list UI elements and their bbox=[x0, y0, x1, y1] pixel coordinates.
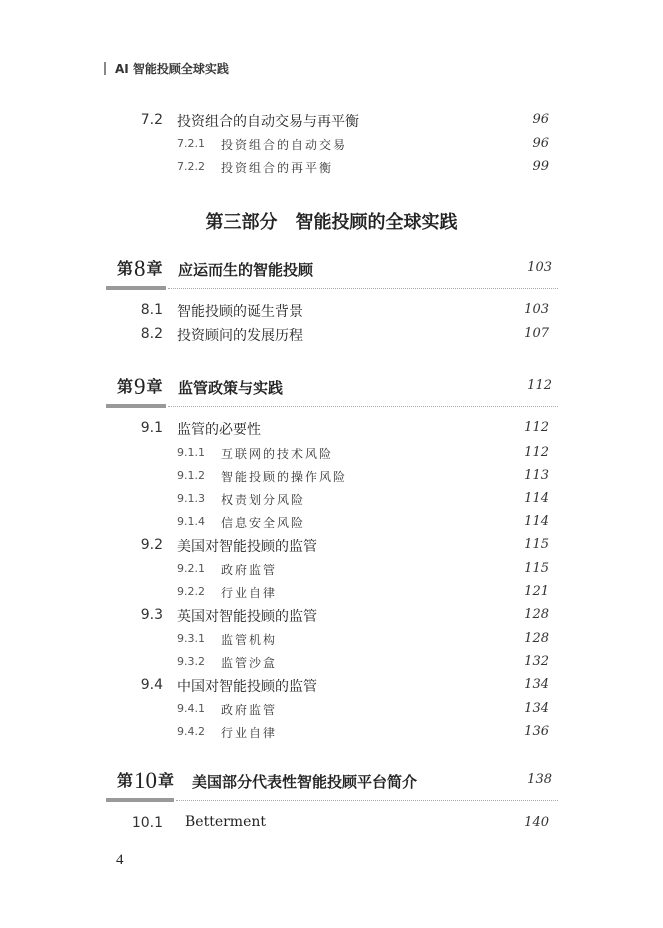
toc-section-row[interactable] bbox=[0, 300, 663, 322]
chapter-label bbox=[117, 374, 163, 400]
toc-subsection-row[interactable] bbox=[0, 134, 663, 156]
toc-subsection-row[interactable] bbox=[0, 466, 663, 488]
section-title: 中国对智能投顾的监管 bbox=[177, 679, 317, 695]
page-ref: 96 bbox=[532, 136, 549, 151]
chapter-heading-9[interactable] bbox=[106, 374, 558, 408]
chapter-heading-8[interactable] bbox=[106, 256, 558, 290]
subsection-title: 行业自律 bbox=[221, 726, 278, 740]
toc-section-row[interactable] bbox=[0, 110, 663, 132]
subsection-title: 政府监管 bbox=[221, 703, 278, 717]
subsection-number: 9.3.2 bbox=[177, 655, 205, 668]
toc-section-row[interactable] bbox=[0, 324, 663, 346]
subsection-number: 9.3.1 bbox=[177, 632, 205, 645]
toc-subsection-row[interactable] bbox=[0, 699, 663, 721]
page-ref: 121 bbox=[524, 584, 549, 599]
subsection-number: 9.1.4 bbox=[177, 515, 205, 528]
subsection-title: 信息安全风险 bbox=[221, 516, 306, 530]
page-ref: 138 bbox=[527, 772, 552, 787]
section-title: 智能投顾的诞生背景 bbox=[177, 304, 303, 320]
toc-subsection-row[interactable] bbox=[0, 559, 663, 581]
chapter-label bbox=[117, 768, 174, 794]
chapter-number: 8 bbox=[134, 256, 146, 281]
section-number: 9.2 bbox=[140, 537, 163, 553]
chapter-dotted-rule bbox=[176, 800, 558, 801]
subsection-title: 监管机构 bbox=[221, 633, 278, 647]
section-number: 9.1 bbox=[140, 420, 163, 436]
running-header bbox=[104, 60, 229, 76]
section-title: 英国对智能投顾的监管 bbox=[177, 609, 317, 625]
subsection-title: 智能投顾的操作风险 bbox=[221, 470, 348, 484]
page-ref: 134 bbox=[524, 701, 549, 716]
chapter-dotted-rule bbox=[168, 288, 558, 289]
toc-section-row[interactable] bbox=[0, 813, 663, 835]
subsection-number: 9.2.1 bbox=[177, 562, 205, 575]
book-title: AI 智能投顾全球实践 bbox=[115, 61, 229, 76]
page-ref: 132 bbox=[524, 654, 549, 669]
page-ref: 134 bbox=[524, 677, 549, 692]
subsection-number: 9.4.2 bbox=[177, 725, 205, 738]
page-ref: 128 bbox=[524, 607, 549, 622]
section-title: 投资顾问的发展历程 bbox=[177, 328, 303, 344]
subsection-title: 权责划分风险 bbox=[221, 493, 306, 507]
page-ref: 128 bbox=[524, 631, 549, 646]
subsection-number: 9.1.3 bbox=[177, 492, 205, 505]
chapter-title: 监管政策与实践 bbox=[178, 379, 284, 397]
chapter-dotted-rule bbox=[168, 406, 558, 407]
section-number: 8.1 bbox=[140, 302, 163, 318]
chapter-suffix: 章 bbox=[146, 377, 163, 396]
page-ref: 112 bbox=[524, 420, 549, 435]
toc-subsection-row[interactable] bbox=[0, 652, 663, 674]
toc-subsection-row[interactable] bbox=[0, 157, 663, 179]
subsection-number: 9.4.1 bbox=[177, 702, 205, 715]
subsection-number: 9.1.1 bbox=[177, 446, 205, 459]
page-ref: 114 bbox=[524, 491, 549, 506]
subsection-title: 行业自律 bbox=[221, 586, 278, 600]
part-title: 第三部分 智能投顾的全球实践 bbox=[205, 212, 458, 233]
chapter-number: 9 bbox=[134, 374, 146, 399]
toc-section-row[interactable] bbox=[0, 605, 663, 627]
toc-subsection-row[interactable] bbox=[0, 489, 663, 511]
chapter-title: 应运而生的智能投顾 bbox=[178, 261, 314, 279]
toc-subsection-row[interactable] bbox=[0, 443, 663, 465]
toc-subsection-row[interactable] bbox=[0, 629, 663, 651]
chapter-title: 美国部分代表性智能投顾平台简介 bbox=[192, 773, 418, 791]
page-ref: 103 bbox=[527, 260, 552, 275]
page-ref: 103 bbox=[524, 302, 549, 317]
chapter-prefix: 第 bbox=[117, 377, 134, 396]
section-number: 8.2 bbox=[140, 326, 163, 342]
chapter-number: 10 bbox=[134, 768, 158, 793]
section-number: 9.4 bbox=[140, 677, 163, 693]
page-ref: 112 bbox=[527, 378, 552, 393]
toc-section-row[interactable] bbox=[0, 418, 663, 440]
chapter-suffix: 章 bbox=[158, 771, 175, 790]
page-ref: 114 bbox=[524, 514, 549, 529]
section-number: 7.2 bbox=[140, 112, 163, 128]
page-ref: 140 bbox=[524, 815, 549, 830]
chapter-underline-bar bbox=[106, 286, 166, 290]
page-number: 4 bbox=[116, 852, 124, 868]
chapter-suffix: 章 bbox=[146, 259, 163, 278]
chapter-underline-bar bbox=[106, 404, 166, 408]
section-title: Betterment bbox=[185, 814, 267, 830]
page-ref: 136 bbox=[524, 724, 549, 739]
page-ref: 99 bbox=[532, 159, 549, 174]
chapter-underline-bar bbox=[106, 798, 174, 802]
header-bar bbox=[104, 62, 106, 75]
page-ref: 115 bbox=[524, 561, 549, 576]
page-ref: 107 bbox=[524, 326, 549, 341]
section-number: 10.1 bbox=[131, 815, 163, 831]
subsection-title: 政府监管 bbox=[221, 563, 278, 577]
toc-subsection-row[interactable] bbox=[0, 722, 663, 744]
section-title: 监管的必要性 bbox=[177, 422, 261, 438]
page-ref: 115 bbox=[524, 537, 549, 552]
subsection-title: 监管沙盒 bbox=[221, 656, 278, 670]
section-title: 投资组合的自动交易与再平衡 bbox=[177, 114, 359, 130]
section-title: 美国对智能投顾的监管 bbox=[177, 539, 317, 555]
chapter-heading-10[interactable] bbox=[106, 768, 558, 802]
subsection-title: 互联网的技术风险 bbox=[221, 447, 334, 461]
subsection-title: 投资组合的自动交易 bbox=[221, 138, 348, 152]
section-number: 9.3 bbox=[140, 607, 163, 623]
chapter-label bbox=[117, 256, 163, 282]
subsection-title: 投资组合的再平衡 bbox=[221, 161, 334, 175]
chapter-prefix: 第 bbox=[117, 259, 134, 278]
page-ref: 96 bbox=[532, 112, 549, 127]
page-ref: 112 bbox=[524, 445, 549, 460]
subsection-number: 9.1.2 bbox=[177, 469, 205, 482]
toc-subsection-row[interactable] bbox=[0, 512, 663, 534]
subsection-number: 7.2.2 bbox=[177, 160, 205, 173]
toc-subsection-row[interactable] bbox=[0, 582, 663, 604]
subsection-number: 7.2.1 bbox=[177, 137, 205, 150]
page-ref: 113 bbox=[524, 468, 549, 483]
chapter-prefix: 第 bbox=[117, 771, 134, 790]
subsection-number: 9.2.2 bbox=[177, 585, 205, 598]
toc-section-row[interactable] bbox=[0, 675, 663, 697]
toc-section-row[interactable] bbox=[0, 535, 663, 557]
